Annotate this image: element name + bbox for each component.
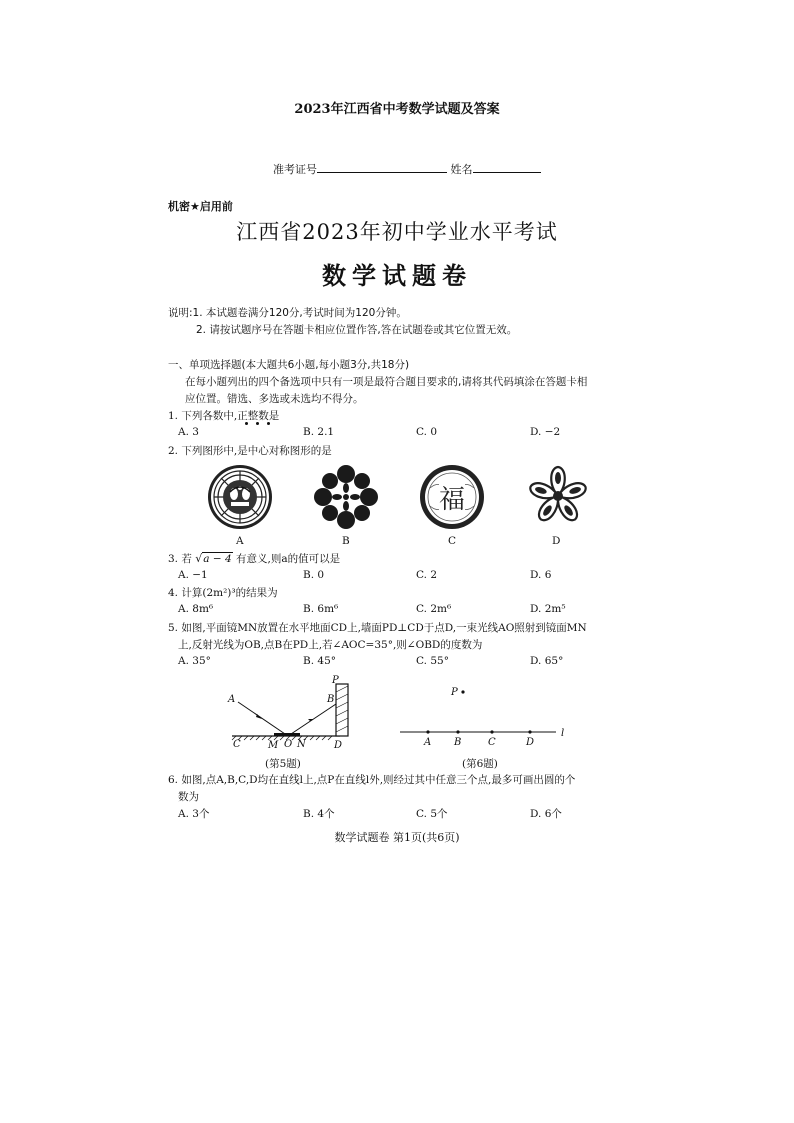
q5-option-c: C. 55° [416,655,449,667]
q1-option-a: A. 3 [178,426,199,438]
q4-option-c: C. 2m⁶ [416,603,452,615]
figure-d-five-petal-flower [526,464,590,528]
label-a: A [424,737,432,748]
confidential-label: 机密★启用前 [168,200,233,213]
document-title: 2023年江西省中考数学试题及答案 [294,102,500,117]
emphasis-dot [267,422,270,425]
label-b: B [454,737,462,748]
exam-number-row [273,161,541,177]
label-a: A [228,694,236,705]
emphasis-dot [245,422,248,425]
sqrt-radicand: a − 4 [203,553,232,565]
question-5-line-2: 上,反射光线为OB,点B在PD上,若∠AOC=35°,则∠OBD的度数为 [178,639,483,651]
q3-option-b: B. 0 [303,569,325,581]
q5-option-a: A. 35° [178,655,211,667]
q1-option-d: D. −2 [530,426,561,438]
section-instruction-2: 应位置。错选、多选或未选均不得分。 [185,393,364,405]
label-d: D [526,737,535,748]
name-label: 姓名 [450,163,473,176]
figure-a-label: A [236,535,244,547]
q3-suffix: 有意义,则a的值可以是 [235,553,341,565]
label-n: N [297,739,306,750]
q5-mirror-diagram [222,672,362,754]
label-c: C [488,737,496,748]
label-l: l [561,728,565,739]
section-instruction-1: 在每小题列出的四个备选项中只有一项是最符合题目要求的,请将其代码填涂在答题卡相 [185,376,588,388]
question-1-stem: 1. 下列各数中,正整数是 [168,410,280,422]
figure-5-caption: (第5题) [265,758,301,770]
page-footer: 数学试题卷 第1页(共6页) [334,831,460,844]
sqrt-sign: √ [195,552,203,565]
q3-option-d: D. 6 [530,569,552,581]
label-b: B [327,694,335,705]
name-blank [473,162,541,173]
q6-option-c: C. 5个 [416,808,448,820]
exam-number-blank [317,162,447,173]
question-6-line-2: 数为 [178,791,199,803]
figure-c-label: C [448,535,457,547]
question-5-line-1: 5. 如图,平面镜MN放置在水平地面CD上,墙面PD⊥CD于点D,一束光线AO照射到镜面MN [168,622,587,634]
label-o: O [284,739,293,750]
q6-option-b: B. 4个 [303,808,335,820]
figure-a-medallion [207,464,273,530]
fu-character: 福 [438,485,466,515]
note-1: 说明:1. 本试题卷满分120分,考试时间为120分钟。 [168,307,407,319]
label-m: M [268,740,279,751]
figure-c-fu-papercut [419,464,485,530]
question-6-line-1: 6. 如图,点A,B,C,D均在直线l上,点P在直线l外,则经过其中任意三个点,最多可画出圆的个 [168,774,576,786]
figure-6-caption: (第6题) [462,758,498,770]
question-3-stem [168,551,340,566]
q1-option-c: C. 0 [416,426,438,438]
q5-option-d: D. 65° [530,655,564,667]
q1-option-b: B. 2.1 [303,426,335,438]
q6-option-d: D. 6个 [530,808,562,820]
q5-option-b: B. 45° [303,655,337,667]
q4-option-b: B. 6m⁶ [303,603,339,615]
emphasis-dot [256,422,259,425]
q6-points-line-diagram [396,680,576,750]
q3-option-a: A. −1 [178,569,208,581]
label-p: P [451,687,458,698]
question-4-stem: 4. 计算(2m²)³的结果为 [168,587,278,599]
q3-option-c: C. 2 [416,569,438,581]
exam-number-label: 准考证号 [273,163,317,176]
figure-b-label: B [342,535,350,547]
q4-option-d: D. 2m⁵ [530,603,566,615]
q4-option-a: A. 8m⁶ [178,603,214,615]
paper-title: 数学试题卷 [322,262,472,290]
label-d: D [334,740,343,751]
q3-prefix: 3. 若 [168,553,192,565]
label-p: P [332,675,339,686]
figure-d-label: D [552,535,561,547]
section-heading: 一、单项选择题(本大题共6小题,每小题3分,共18分) [168,359,410,371]
note-2: 2. 请按试题序号在答题卡相应位置作答,答在试题卷或其它位置无效。 [196,324,518,336]
label-c: C [233,739,241,750]
question-2-stem: 2. 下列图形中,是中心对称图形的是 [168,445,332,457]
figure-b-flower [313,464,379,530]
q6-option-a: A. 3个 [178,808,210,820]
exam-title: 江西省2023年初中学业水平考试 [236,220,558,244]
